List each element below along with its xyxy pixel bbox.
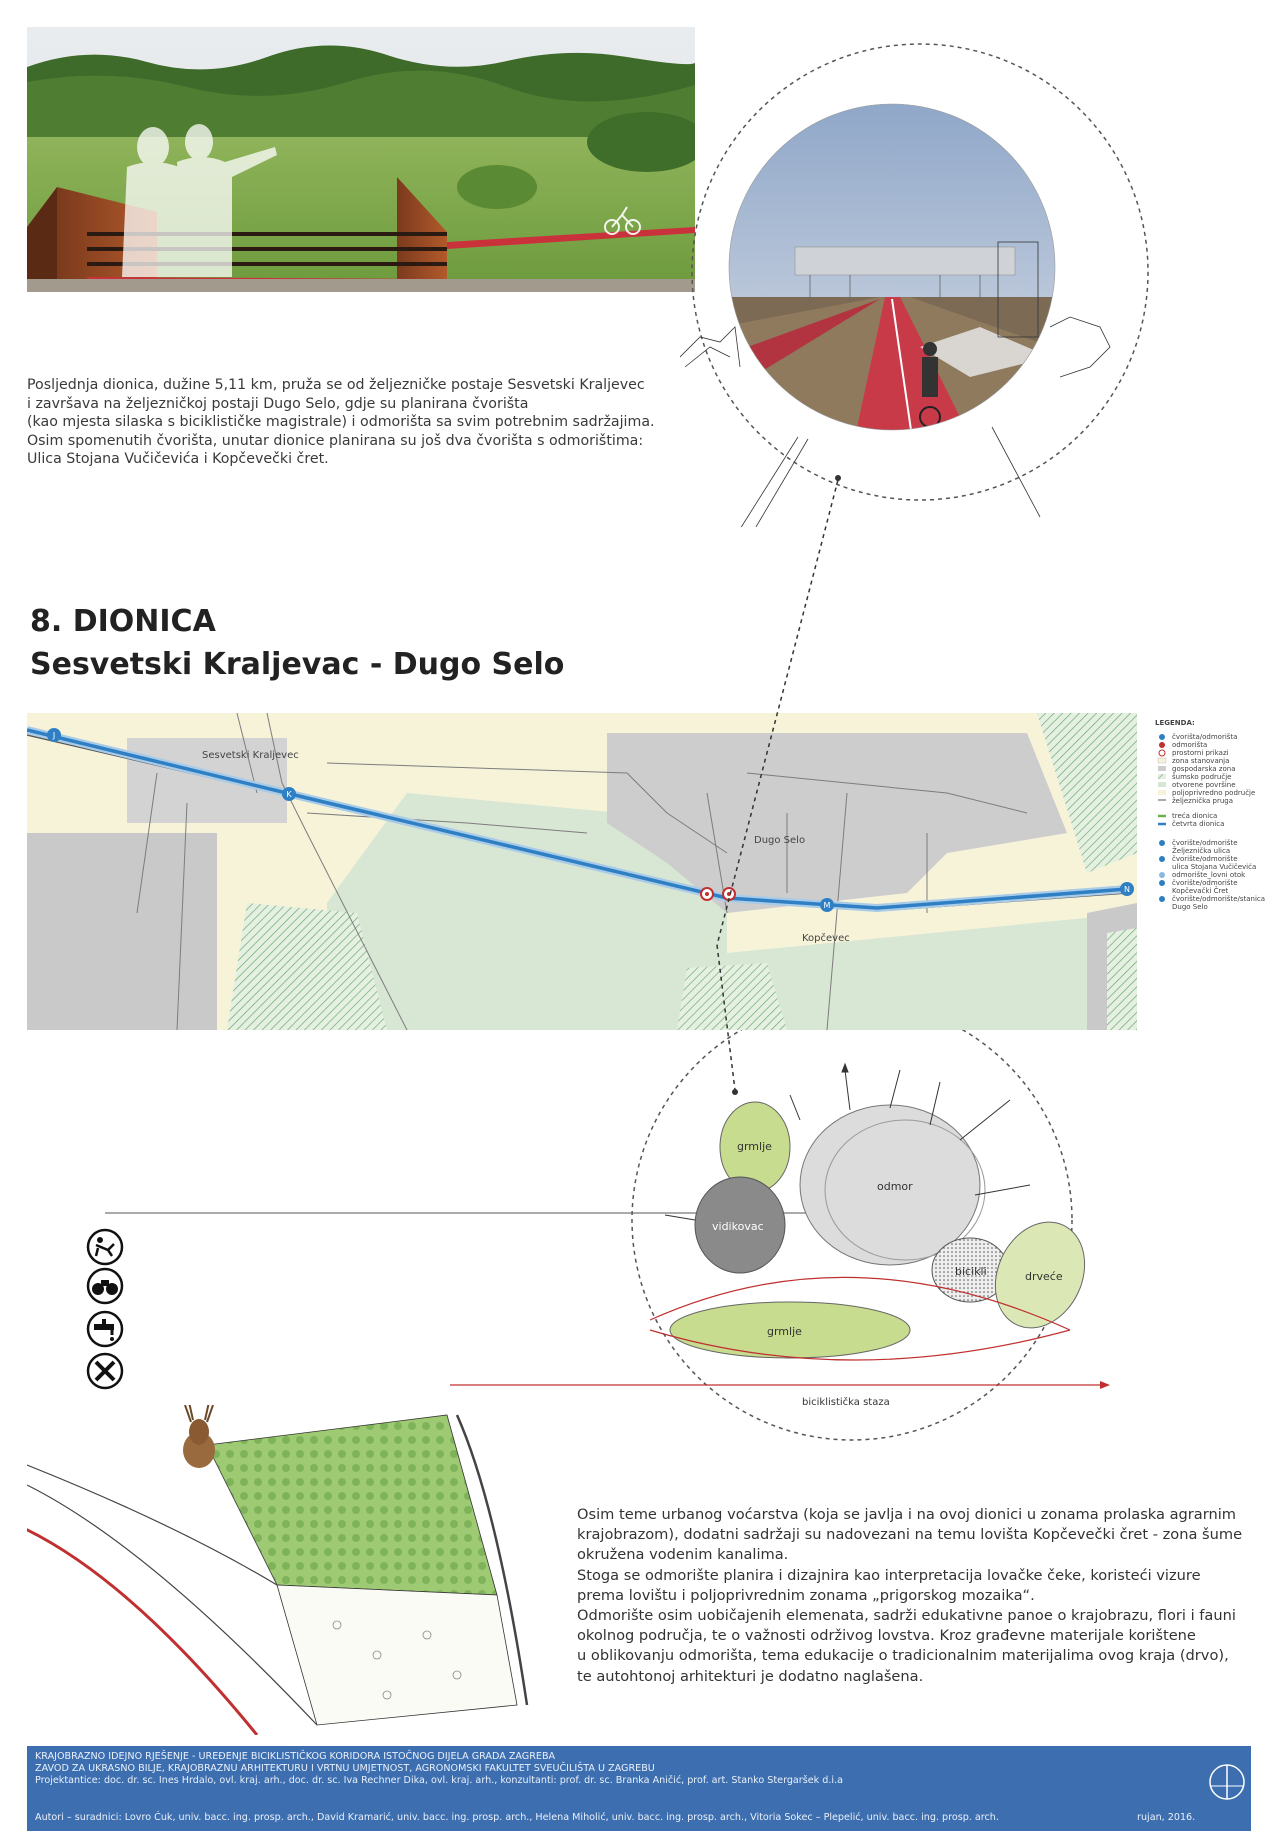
svg-text:čvorište/odmorište: čvorište/odmorište <box>1172 879 1238 887</box>
place-sesvetski: Sesvetski Kraljevec <box>202 750 299 761</box>
deer-illustration <box>183 1405 215 1468</box>
description-line: krajobrazom), dodatni sadržaji su nadovezani na temu lovišta Kopčevečki čret - zona šume <box>577 1526 1243 1544</box>
description-line: te autohtonoj arhitekturi je dodatno naglašena. <box>577 1667 924 1685</box>
svg-text:četvrta dionica: četvrta dionica <box>1172 820 1225 828</box>
label-vidikovac: vidikovac <box>712 1220 764 1233</box>
water-tap-icon <box>86 1310 124 1348</box>
svg-text:zona stanovanja: zona stanovanja <box>1172 757 1230 765</box>
svg-text:čvorište/odmorište/stanica: čvorište/odmorište/stanica <box>1172 895 1266 903</box>
description-line: okolnog područja, te o važnosti održivog lovstva. Kroz građevne materijale korištene <box>577 1627 1196 1645</box>
svg-text:čvorište/odmorište: čvorište/odmorište <box>1172 839 1238 847</box>
intro-line: Osim spomenutih čvorišta, unutar dionice planirana su još dva čvorišta s odmorištima: <box>27 432 644 449</box>
svg-text:Kopčevački Čret: Kopčevački Čret <box>1172 887 1229 895</box>
concept-diagram <box>450 1030 1240 1450</box>
footer-bar <box>27 1746 1251 1831</box>
node-m-label: M <box>823 901 831 910</box>
svg-text:željeznička pruga: željeznička pruga <box>1172 797 1234 805</box>
description-line: okružena vodenim kanalima. <box>577 1546 789 1564</box>
description-text <box>577 1505 1257 1687</box>
description-line: prema lovištu i poljoprivrednim zonama „prigorskog mozaika“. <box>577 1586 1035 1604</box>
footer-date: rujan, 2016. <box>1137 1812 1196 1823</box>
svg-text:prostorni prikazi: prostorni prikazi <box>1172 749 1229 757</box>
label-grmlje-bottom: grmlje <box>767 1325 802 1338</box>
footer-line-1: KRAJOBRAZNO IDEJNO RJEŠENJE - UREĐENJE BICIKLISTIČKOG KORIDORA ISTOČNOG DIJELA GRADA ZAGREBA <box>35 1751 556 1762</box>
node-j-label: J <box>52 731 56 740</box>
svg-text:šumsko područje: šumsko područje <box>1172 773 1232 781</box>
label-grmlje-top: grmlje <box>737 1140 772 1153</box>
svg-text:Željeznička ulica: Željeznička ulica <box>1172 847 1231 855</box>
footer-line-2: ZAVOD ZA UKRASNO BILJE, KRAJOBRAZNU ARHITEKTURU I VRTNU UMJETNOST, AGRONOMSKI FAKULTET SVEUČILIŠTA U ZAGREBU <box>35 1763 655 1774</box>
node-n-label: N <box>1124 885 1130 894</box>
relax-icon <box>86 1228 124 1266</box>
site-plan <box>27 1405 567 1735</box>
svg-text:gospodarska zona: gospodarska zona <box>1172 765 1236 773</box>
svg-text:odmorišta: odmorišta <box>1172 741 1208 749</box>
binoculars-icon <box>86 1267 124 1305</box>
faculty-logo-icon <box>1207 1762 1247 1802</box>
svg-text:poljoprivredno područje: poljoprivredno područje <box>1172 789 1256 797</box>
footer-line-4: Autori – suradnici: Lovro Ćuk, univ. bacc. ing. prosp. arch., David Kramarić, univ. bacc. ing. prosp. arch., Helena Miholić, univ. bacc. ing. prosp. arch., Vitoria Sokec – Plepelić, univ. bacc. ing. prosp. arch. <box>35 1812 999 1823</box>
section-subtitle: Sesvetski Kraljevac - Dugo Selo <box>30 647 565 682</box>
label-drvece: drveće <box>1025 1270 1063 1283</box>
intro-line: Ulica Stojana Vučičevića i Kopčevečki čret. <box>27 451 329 467</box>
place-kopcevec: Kopčevec <box>802 933 850 944</box>
intro-line: (kao mjesta silaska s biciklističke magistrale) i odmorišta sa svim potrebnim sadržajima. <box>27 414 655 430</box>
label-odmor: odmor <box>877 1180 913 1193</box>
svg-text:odmorište_lovni otok: odmorište_lovni otok <box>1172 871 1246 879</box>
place-dugo-selo: Dugo Selo <box>754 835 806 846</box>
svg-text:čvorišta/odmorišta: čvorišta/odmorišta <box>1172 733 1238 741</box>
description-line: Odmorište osim uobičajenih elemenata, sadrži edukativne panoe o krajobrazu, flori i fauni <box>577 1607 1236 1625</box>
forest-area <box>207 1415 497 1595</box>
description-line: Stoga se odmorište planira i dizajnira kao interpretacija lovačke čeke, koristeći vizure <box>577 1566 1201 1584</box>
legend-title: LEGENDA: <box>1155 719 1195 727</box>
footer-line-3: Projektantice: doc. dr. sc. Ines Hrdalo, ovl. kraj. arh., doc. dr. sc. Iva Rechner Dika, ovl. kraj. arh., konzultanti: prof. dr. sc. Branka Aničić, prof. art. Stanko Stergaršek d.i.a <box>35 1775 843 1786</box>
meadow-area <box>277 1585 517 1725</box>
tools-icon <box>86 1352 124 1390</box>
intro-line: Posljednja dionica, dužine 5,11 km, pruža se od željezničke postaje Sesvetski Kraljevec <box>27 377 645 393</box>
node-k-label: K <box>286 790 292 799</box>
description-line: u oblikovanju odmorišta, tema edukacije o tradicionalnim materijalima ovog kraja (drvo), <box>577 1647 1229 1665</box>
svg-text:otvorene površine: otvorene površine <box>1172 781 1236 789</box>
svg-text:Dugo Selo: Dugo Selo <box>1172 903 1208 911</box>
svg-text:ulica Stojana Vučičevića: ulica Stojana Vučičevića <box>1172 863 1257 871</box>
description-line: Osim teme urbanog voćarstva (koja se javlja i na ovoj dionici u zonama prolaska agrarnim <box>577 1506 1236 1523</box>
label-staza: biciklistička staza <box>802 1397 890 1408</box>
svg-text:treća dionica: treća dionica <box>1172 812 1218 820</box>
label-bicikli: bicikli <box>955 1265 987 1278</box>
section-title: 8. DIONICA <box>30 604 216 639</box>
intro-line: i završava na željezničkoj postaji Dugo Selo, gdje su planirana čvorišta <box>27 395 529 412</box>
svg-text:čvorište/odmorište: čvorište/odmorište <box>1172 855 1238 863</box>
